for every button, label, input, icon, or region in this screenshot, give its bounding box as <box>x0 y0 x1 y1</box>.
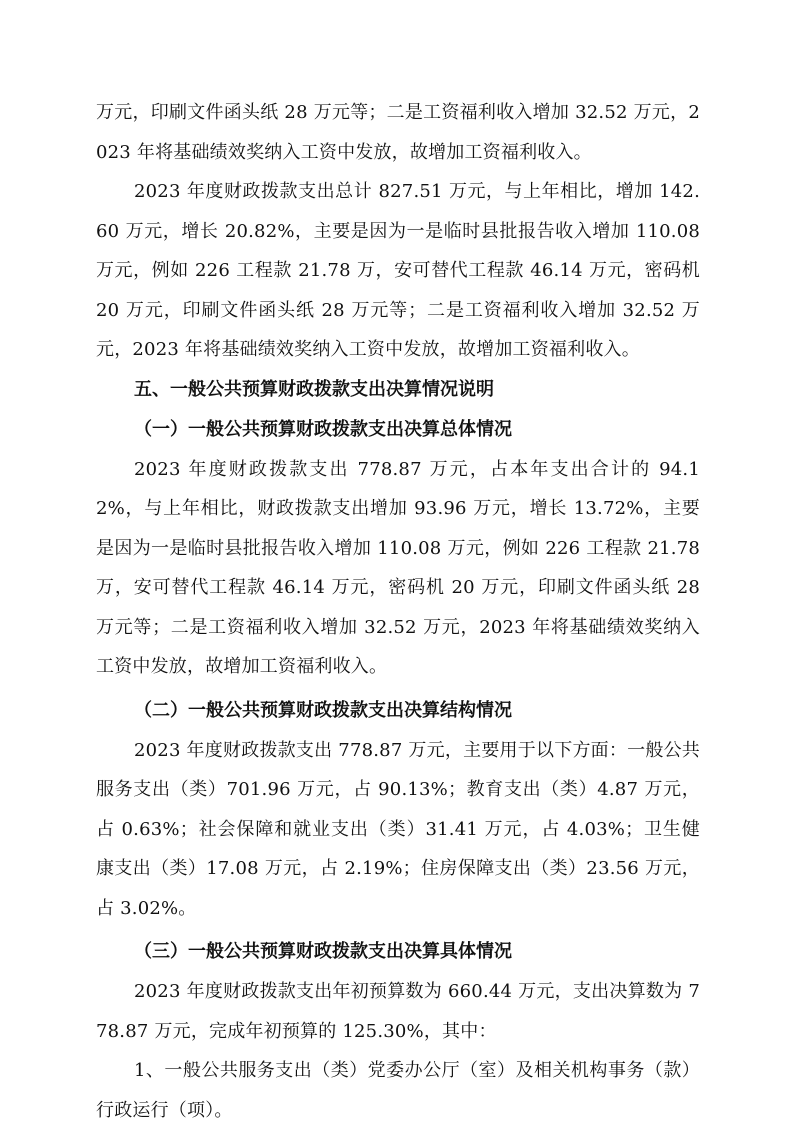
paragraph-structure: 2023 年度财政拨款支出 778.87 万元，主要用于以下方面：一般公共服务支出（类）701.96 万元，占 90.13%；教育支出（类）4.87 万元，占 0.63%；社会保障和就业支出（类）31.41 万元，占 4.03%；卫生健康支出（类）17.08 万元，占 2.19%；住房保障支出（类）23.56 万元，占 3.02%。 <box>96 739 700 919</box>
paragraph-overall: 2023 年度财政拨款支出 778.87 万元，占本年支出合计的 94.12%，与上年相比，财政拨款支出增加 93.96 万元，增长 13.72%，主要是因为一是临时县批报告收入增加 110.08 万元，例如 226 工程款 21.78 万，安可替代工程款 46.14 万元，密码机 20 万元，印刷文件函头纸 28 万元等；二是工资福利收入增加 32.52 万元，2023 年将基础绩效奖纳入工资中发放，故增加工资福利收入。 <box>96 458 700 677</box>
paragraph-total-expenditure: 2023 年度财政拨款支出总计 827.51 万元，与上年相比，增加 142.60 万元，增长 20.82%，主要是因为一是临时县批报告收入增加 110.08 万元，例如 226 工程款 21.78 万，安可替代工程款 46.14 万元，密码机 20 万元，印刷文件函头纸 28 万元等；二是工资福利收入增加 32.52 万元，2023 年将基础绩效奖纳入工资中发放，故增加工资福利收入。 <box>96 181 700 360</box>
subsection-heading-details: （三）一般公共预算财政拨款支出决算具体情况 <box>134 941 512 962</box>
paragraph-details: 2023 年度财政拨款支出年初预算数为 660.44 万元，支出决算数为 778.87 万元，完成年初预算的 125.30%，其中： <box>96 981 700 1042</box>
subsection-heading-structure: （二）一般公共预算财政拨款支出决算结构情况 <box>134 699 512 721</box>
document-body <box>96 93 700 1130</box>
paragraph-item-1: 1、一般公共服务支出（类）党委办公厅（室）及相关机构事务（款）行政运行（项）。 <box>96 1060 700 1121</box>
section-heading-5: 五、一般公共预算财政拨款支出决算情况说明 <box>134 378 494 400</box>
paragraph-continued: 万元，印刷文件函头纸 28 万元等；二是工资福利收入增加 32.52 万元，2023 年将基础绩效奖纳入工资中发放，故增加工资福利收入。 <box>96 102 700 163</box>
subsection-heading-overall: （一）一般公共预算财政拨款支出决算总体情况 <box>134 418 512 440</box>
